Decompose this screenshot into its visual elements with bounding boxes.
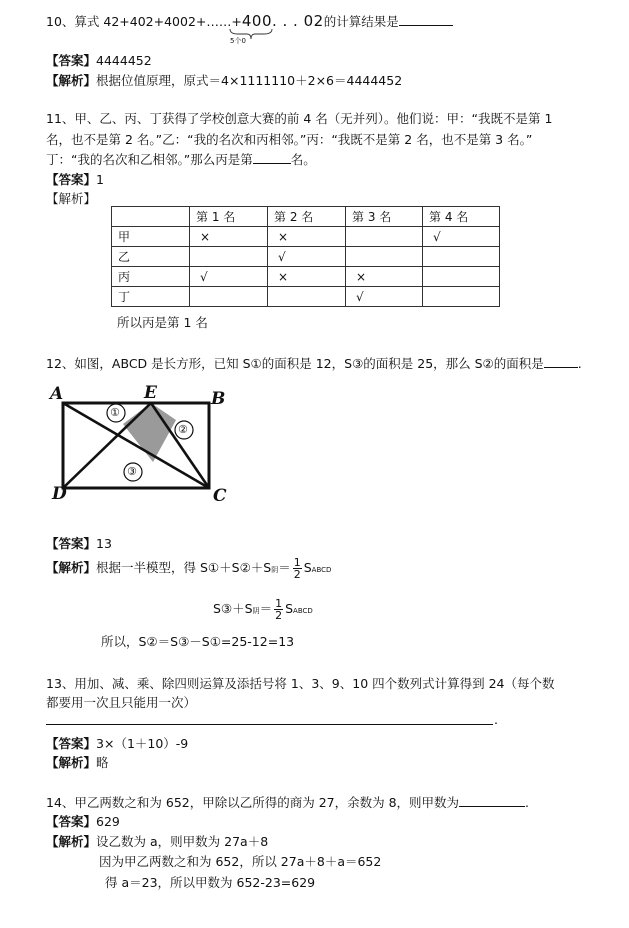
q14-blank — [459, 795, 525, 807]
q11-line2: 名，也不是第 2 名。”乙：“我的名次和丙相邻。”丙：“我既不是第 2 名，也不是第 3 名。” — [46, 132, 533, 147]
table-cell — [268, 287, 346, 307]
table-cell: × — [268, 267, 346, 287]
table-cell — [346, 227, 423, 247]
q10-question: 10、算式 42+402+4002+……+400. . . 02的计算结果是 — [46, 12, 453, 30]
q14-question: 14、甲乙两数之和为 652，甲除以乙所得的商为 27，余数为 8，则甲数为 . — [46, 795, 530, 810]
q10-blank — [399, 14, 453, 26]
table-header-cell — [112, 207, 190, 227]
q13-analysis: 【解析】略 — [46, 755, 109, 770]
q11-conclusion: 所以丙是第 1 名 — [117, 315, 208, 330]
q10-big-number: 400. . . 02 — [241, 12, 324, 30]
table-cell — [190, 287, 268, 307]
q13-answer: 【答案】3×（1＋10）-9 — [46, 736, 189, 751]
vertex-c-label: C — [213, 486, 227, 506]
table-cell: √ — [268, 247, 346, 267]
q13-line2: 都要用一次且只能用一次） — [46, 695, 197, 710]
q12-eq3: 所以，S②＝S③－S①=25-12=13 — [101, 634, 295, 649]
vertex-b-label: B — [211, 389, 226, 409]
table-cell — [423, 247, 500, 267]
table-header-row — [112, 207, 500, 227]
q11-line1: 11、甲、乙、丙、丁获得了学校创意大赛的前 4 名（无并列）。他们说：甲：“我既不是第 1 — [46, 111, 553, 126]
table-header-cell: 第 2 名 — [268, 207, 346, 227]
table-header-cell: 第 3 名 — [346, 207, 423, 227]
region-2-label: ② — [178, 423, 188, 436]
table-cell: × — [268, 227, 346, 247]
q14-analysis-line2: 因为甲乙两数之和为 652，所以 27a＋8＋a＝652 — [99, 854, 382, 869]
table-cell: × — [190, 227, 268, 247]
table-cell — [423, 287, 500, 307]
q10-analysis: 【解析】根据位值原理，原式＝4×1111110＋2×6＝4444452 — [46, 73, 403, 88]
q10-answer: 【答案】4444452 — [46, 53, 152, 68]
vertex-a-label: A — [50, 384, 64, 404]
q10-brace-note: 5个0 — [230, 37, 246, 45]
q11-blank — [253, 152, 291, 164]
vertex-d-label: D — [52, 484, 67, 504]
q13-blank — [46, 712, 493, 725]
region-1-label: ① — [110, 406, 120, 419]
table-cell: × — [346, 267, 423, 287]
table-cell: √ — [190, 267, 268, 287]
q12-eq2: S③＋S阴＝ $\frac{1}{2}$ SABCD — [213, 597, 313, 622]
q12-question: 12、如图，ABCD 是长方形，已知 S①的面积是 12，S③的面积是 25，那么 S②的面积是 . — [46, 356, 582, 371]
q12-blank — [544, 356, 578, 368]
vertex-e-label: E — [144, 383, 157, 403]
q14-answer: 【答案】629 — [46, 814, 120, 829]
q11-analysis-tag: 【解析】 — [46, 191, 97, 206]
q13-period: . — [494, 712, 498, 727]
table-cell — [423, 267, 500, 287]
q11-line3: 丁：“我的名次和乙相邻。”那么丙是第 名。 — [46, 152, 316, 167]
fraction-half: $\frac{1}{2}$ — [293, 556, 301, 581]
table-cell — [346, 247, 423, 267]
table-cell: 乙 — [112, 247, 190, 267]
table-cell: √ — [423, 227, 500, 247]
table-row — [112, 267, 500, 287]
table-cell: 丙 — [112, 267, 190, 287]
q13-line1: 13、用加、减、乘、除四则运算及添括号将 1、3、9、10 四个数列式计算得到 24（每个数 — [46, 676, 555, 691]
q11-answer: 【答案】1 — [46, 172, 104, 187]
table-cell: √ — [346, 287, 423, 307]
table-cell — [190, 247, 268, 267]
table-cell: 丁 — [112, 287, 190, 307]
q14-analysis-line3: 得 a＝23，所以甲数为 652-23=629 — [105, 875, 316, 890]
table-row — [112, 247, 500, 267]
q11-table — [111, 206, 500, 307]
table-header-cell: 第 4 名 — [423, 207, 500, 227]
q14-analysis-line1: 【解析】设乙数为 a，则甲数为 27a＋8 — [46, 834, 269, 849]
table-cell: 甲 — [112, 227, 190, 247]
table-header-cell: 第 1 名 — [190, 207, 268, 227]
table-row — [112, 227, 500, 247]
fraction-half: $\frac{1}{2}$ — [275, 597, 283, 622]
q12-answer: 【答案】13 — [46, 536, 112, 551]
q12-eq1: 【解析】根据一半模型，得 S①＋S②＋S阴＝ $\frac{1}{2}$ SABCD — [46, 556, 332, 581]
table-row — [112, 287, 500, 307]
region-3-label: ③ — [127, 465, 137, 478]
